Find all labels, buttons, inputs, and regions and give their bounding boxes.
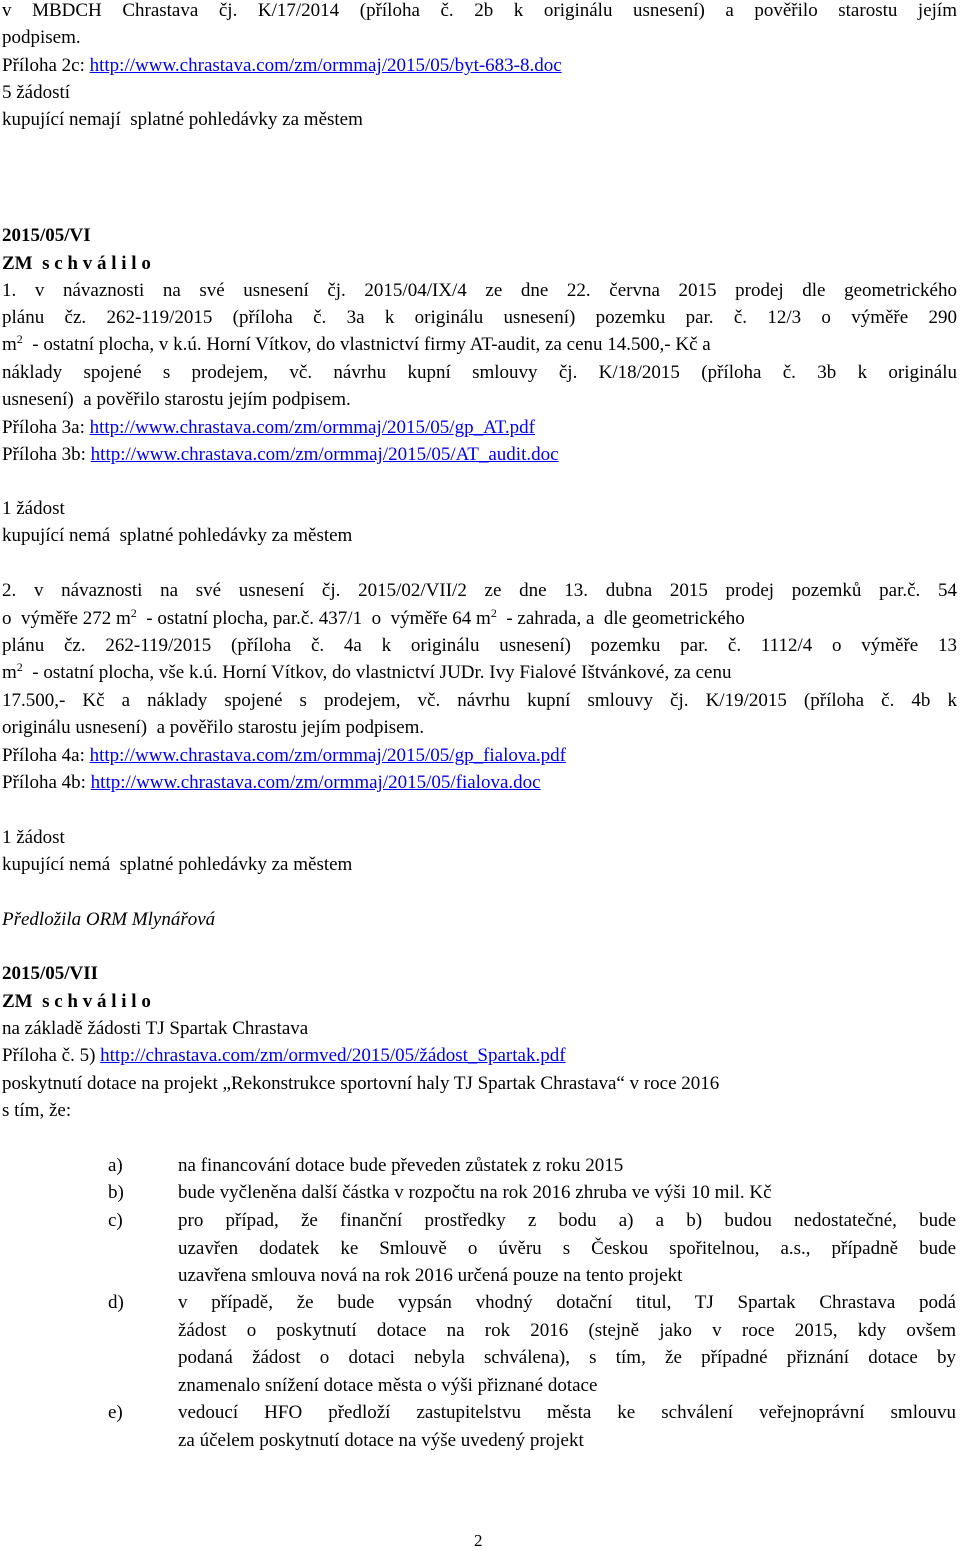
- attachment-link[interactable]: http://www.chrastava.com/zm/ormmaj/2015/05/byt-683-8.doc: [89, 55, 562, 76]
- attachment-3a: [2, 417, 957, 439]
- superscript: 2: [490, 606, 497, 620]
- list-item-line: bude vyčleněna další částka v rozpočtu na rok 2016 zhruba ve výši 10 mil. Kč: [178, 1182, 772, 1203]
- attachment-link[interactable]: http://www.chrastava.com/zm/ormmaj/2015/05/gp_AT.pdf: [89, 417, 535, 438]
- resolution-number: 2015/05/VI: [2, 225, 91, 246]
- text-line: v MBDCH Chrastava čj. K/17/2014 (příloha č. 2b k originálu usnesení) a pověřilo starostu jejím: [2, 0, 957, 21]
- text-line: s tím, že:: [2, 1100, 72, 1121]
- request-count: 1 žádost: [2, 498, 65, 519]
- list-item-line: uzavřena smlouva nová na rok 2016 určená pouze na tento projekt: [178, 1265, 683, 1286]
- attachment-4b: [2, 772, 957, 794]
- text-line: originálu usnesení) a pověřilo starostu jejím podpisem.: [2, 717, 425, 738]
- superscript: 2: [16, 660, 23, 674]
- list-item-line: žádost o poskytnutí dotace na rok 2016 (stejně jako v roce 2015, kdy ovšem: [178, 1319, 956, 1341]
- list-item-line: na financování dotace bude převeden zůstatek z roku 2015: [178, 1155, 624, 1176]
- text-line: 17.500,- Kč a náklady spojené s prodejem, vč. návrhu kupní smlouvy čj. K/19/2015 (příloha č. 4b k: [2, 690, 957, 711]
- receivables-note: kupující nemá splatné pohledávky za městem: [2, 854, 353, 875]
- attachment-link[interactable]: http://www.chrastava.com/zm/ormmaj/2015/05/AT_audit.doc: [90, 444, 559, 465]
- attachment-4a: [2, 745, 957, 767]
- attachment-label: Příloha 3a:: [2, 417, 90, 438]
- resolution-verdict: ZM s c h v á l i l o: [2, 991, 151, 1012]
- list-marker: a): [108, 1155, 123, 1176]
- text-line: poskytnutí dotace na projekt „Rekonstrukce sportovní haly TJ Spartak Chrastava“ v roce 2016: [2, 1073, 720, 1094]
- list-item-line: znamenalo snížení dotace města o výši přiznané dotace: [178, 1374, 598, 1396]
- text-line: plánu čz. 262-119/2015 (příloha č. 4a k originálu usnesení) pozemku par. č. 1112/4 o výměře 13: [2, 635, 957, 656]
- text-line: 2. v návaznosti na své usnesení čj. 2015/02/VII/2 ze dne 13. dubna 2015 prodej pozemků par.č. 54: [2, 580, 957, 601]
- superscript: 2: [130, 606, 137, 620]
- list-item-line: pro případ, že finanční prostředky z bodu a) a b) budou nedostatečné, bude: [178, 1210, 956, 1231]
- receivables-note: kupující nemá splatné pohledávky za městem: [2, 525, 353, 546]
- superscript: 2: [16, 332, 23, 346]
- receivables-note: kupující nemají splatné pohledávky za městem: [2, 109, 363, 130]
- text-line: 1. v návaznosti na své usnesení čj. 2015/04/IX/4 ze dne 22. června 2015 prodej dle geometrického: [2, 280, 957, 301]
- list-item-line: podaná žádost o dotaci nebyla schválena), s tím, že případné přiznání dotace by: [178, 1347, 956, 1368]
- text-fragment: m: [2, 662, 17, 683]
- attachment-2c: [2, 55, 957, 77]
- text-fragment: - ostatní plocha, v k.ú. Horní Vítkov, do vlastnictví firmy AT-audit, za cenu 14.500,- Kč a: [22, 334, 711, 355]
- list-item-line: za účelem poskytnutí dotace na výše uvedený projekt: [178, 1429, 584, 1451]
- text-line: [2, 608, 957, 630]
- list-marker: d): [108, 1292, 124, 1313]
- attachment-3b: [2, 444, 957, 466]
- attachment-link[interactable]: http://www.chrastava.com/zm/ormmaj/2015/05/gp_fialova.pdf: [89, 745, 566, 766]
- list-marker: c): [108, 1210, 123, 1231]
- text-line: [2, 662, 957, 684]
- attachment-label: Příloha č. 5): [2, 1045, 101, 1066]
- text-fragment: - ostatní plocha, vše k.ú. Horní Vítkov, do vlastnictví JUDr. Ivy Fialové Ištvánkové, za cenu: [22, 662, 732, 683]
- text-fragment: m: [2, 334, 17, 355]
- list-marker: e): [108, 1402, 123, 1423]
- text-line: [2, 334, 957, 356]
- attachment-label: Příloha 3b:: [2, 444, 91, 465]
- text-line: podpisem.: [2, 27, 81, 48]
- list-marker: b): [108, 1182, 124, 1203]
- text-fragment: - ostatní plocha, par.č. 437/1 o výměře 64 m: [136, 608, 491, 629]
- request-count: 5 žádostí: [2, 82, 71, 103]
- resolution-verdict: ZM s c h v á l i l o: [2, 253, 151, 274]
- text-fragment: o výměře 272 m: [2, 608, 131, 629]
- request-count: 1 žádost: [2, 827, 65, 848]
- text-line: plánu čz. 262-119/2015 (příloha č. 3a k originálu usnesení) pozemku par. č. 12/3 o výměře 290: [2, 307, 957, 328]
- attachment-link[interactable]: http://chrastava.com/zm/ormved/2015/05/žádost_Spartak.pdf: [100, 1045, 566, 1066]
- text-fragment: - zahrada, a dle geometrického: [496, 608, 745, 629]
- text-line: usnesení) a pověřilo starostu jejím podpisem.: [2, 389, 351, 410]
- text-line: náklady spojené s prodejem, vč. návrhu kupní smlouvy čj. K/18/2015 (příloha č. 3b k originálu: [2, 362, 957, 383]
- page-number: 2: [474, 1531, 483, 1550]
- text-line: na základě žádosti TJ Spartak Chrastava: [2, 1018, 309, 1039]
- attachment-5: [2, 1045, 957, 1067]
- resolution-number: 2015/05/VII: [2, 963, 99, 984]
- attachment-label: Příloha 4a:: [2, 745, 90, 766]
- list-item-line: v případě, že bude vypsán vhodný dotační titul, TJ Spartak Chrastava podá: [178, 1292, 956, 1313]
- list-item-line: uzavřen dodatek ke Smlouvě o úvěru s Českou spořitelnou, a.s., případně bude: [178, 1237, 956, 1259]
- attachment-link[interactable]: http://www.chrastava.com/zm/ormmaj/2015/05/fialova.doc: [90, 772, 541, 793]
- list-item-line: vedoucí HFO předloží zastupitelstvu města ke schválení veřejnoprávní smlouvu: [178, 1402, 956, 1423]
- attachment-label: Příloha 4b:: [2, 772, 91, 793]
- submitted-by: Předložila ORM Mlynářová: [2, 909, 216, 930]
- attachment-label: Příloha 2c:: [2, 55, 90, 76]
